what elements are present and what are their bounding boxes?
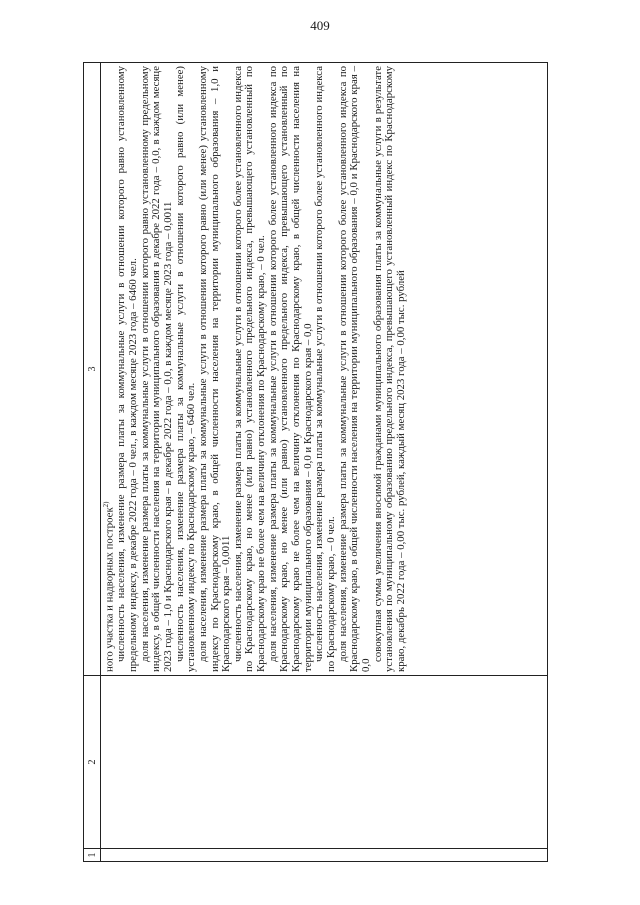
table-header-row — [84, 63, 101, 862]
header-cell-2: 2 — [84, 676, 101, 849]
paragraph-5: численность населения, изменение размера платы за коммунальные услуги в отношении которого более установленного индекса по Краснодарскому краю, но менее (или равно) установленного предельного индекса, превышающего установленный по Краснодарскому краю не более чем на величину отклонения по Краснодарскому краю, – 0 чел. — [231, 66, 268, 672]
header-cell-3: 3 — [84, 63, 101, 676]
body-cell-1 — [101, 849, 548, 862]
paragraph-9: совокупная сумма увеличения вносимой гражданами муниципального образования платы за коммунальные услуги в результате установления по муниципальному образованию предельного индекса, превышающего установленный индекс по Краснодарскому краю, декабрь 2022 года – 0,00 тыс. рублей, каждый месяц 2023 года – 0,00 тыс. рублей — [371, 66, 407, 672]
data-table — [83, 62, 548, 862]
table-body-row — [101, 63, 548, 862]
paragraph-4: доля населения, изменение размера платы за коммунальные услуги в отношении которого равно (или менее) установленному индексу по Краснодарскому краю, в общей численности населения на территории муниципального образования – 1,0 и Краснодарского края – 0,0011 — [196, 66, 233, 672]
body-cell-2 — [101, 676, 548, 849]
paragraph-6: доля населения, изменение размера платы за коммунальные услуги в отношении которого более установленного индекса по Краснодарскому краю, но менее (или равно) установленного предельного индекса, превышающего установленный по Краснодарскому краю не более чем на величину отклонения по Краснодарскому краю, в общей численности населения на территории муниципального образования – 0,0 и Краснодарского края – 0,0 — [266, 66, 314, 672]
paragraph-7: численность населения, изменение размера платы за коммунальные услуги в отношении которого более установленного индекса по Краснодарскому краю, – 0 чел. — [313, 66, 338, 672]
paragraph-0 — [101, 66, 116, 672]
paragraph-1: численность населения, изменение размера платы за коммунальные услуги в отношении которого равно установленному предельному индексу, в декабре 2022 года – 0 чел., в каждом месяце 2023 года – 6460 чел. — [115, 66, 139, 672]
page-number: 409 — [310, 18, 330, 33]
paragraph-2: доля населения, изменение размера платы за коммунальные услуги в отношении которого равно установленному предельному индексу, в общей численности населения на территории муниципального образования в декабре 2022 года – 0,0, в каждом месяце 2023 года – 1,0 и Краснодарского края – в декабре 2022 года – 0,0, в каждом месяце 2023 года – 0,0011 — [138, 66, 174, 672]
paragraph-3: численность населения, изменение размера платы за коммунальные услуги в отношении которого равно (или менее) установленному индексу по Краснодарскому краю, – 6460 чел. — [173, 66, 198, 672]
paragraph-0-text: ного участка и надворных построек — [103, 507, 116, 672]
header-cell-1: 1 — [84, 849, 101, 862]
rotated-table-container — [83, 62, 548, 862]
body-cell-3 — [101, 63, 548, 676]
footnote-mark: 2) — [102, 501, 110, 508]
paragraph-8: доля населения, изменение размера платы за коммунальные услуги в отношении которого более установленного индекса по Краснодарскому краю, в общей численности населения на территории муниципального образования – 0,0 и Краснодарского края – 0,0 — [336, 66, 373, 672]
